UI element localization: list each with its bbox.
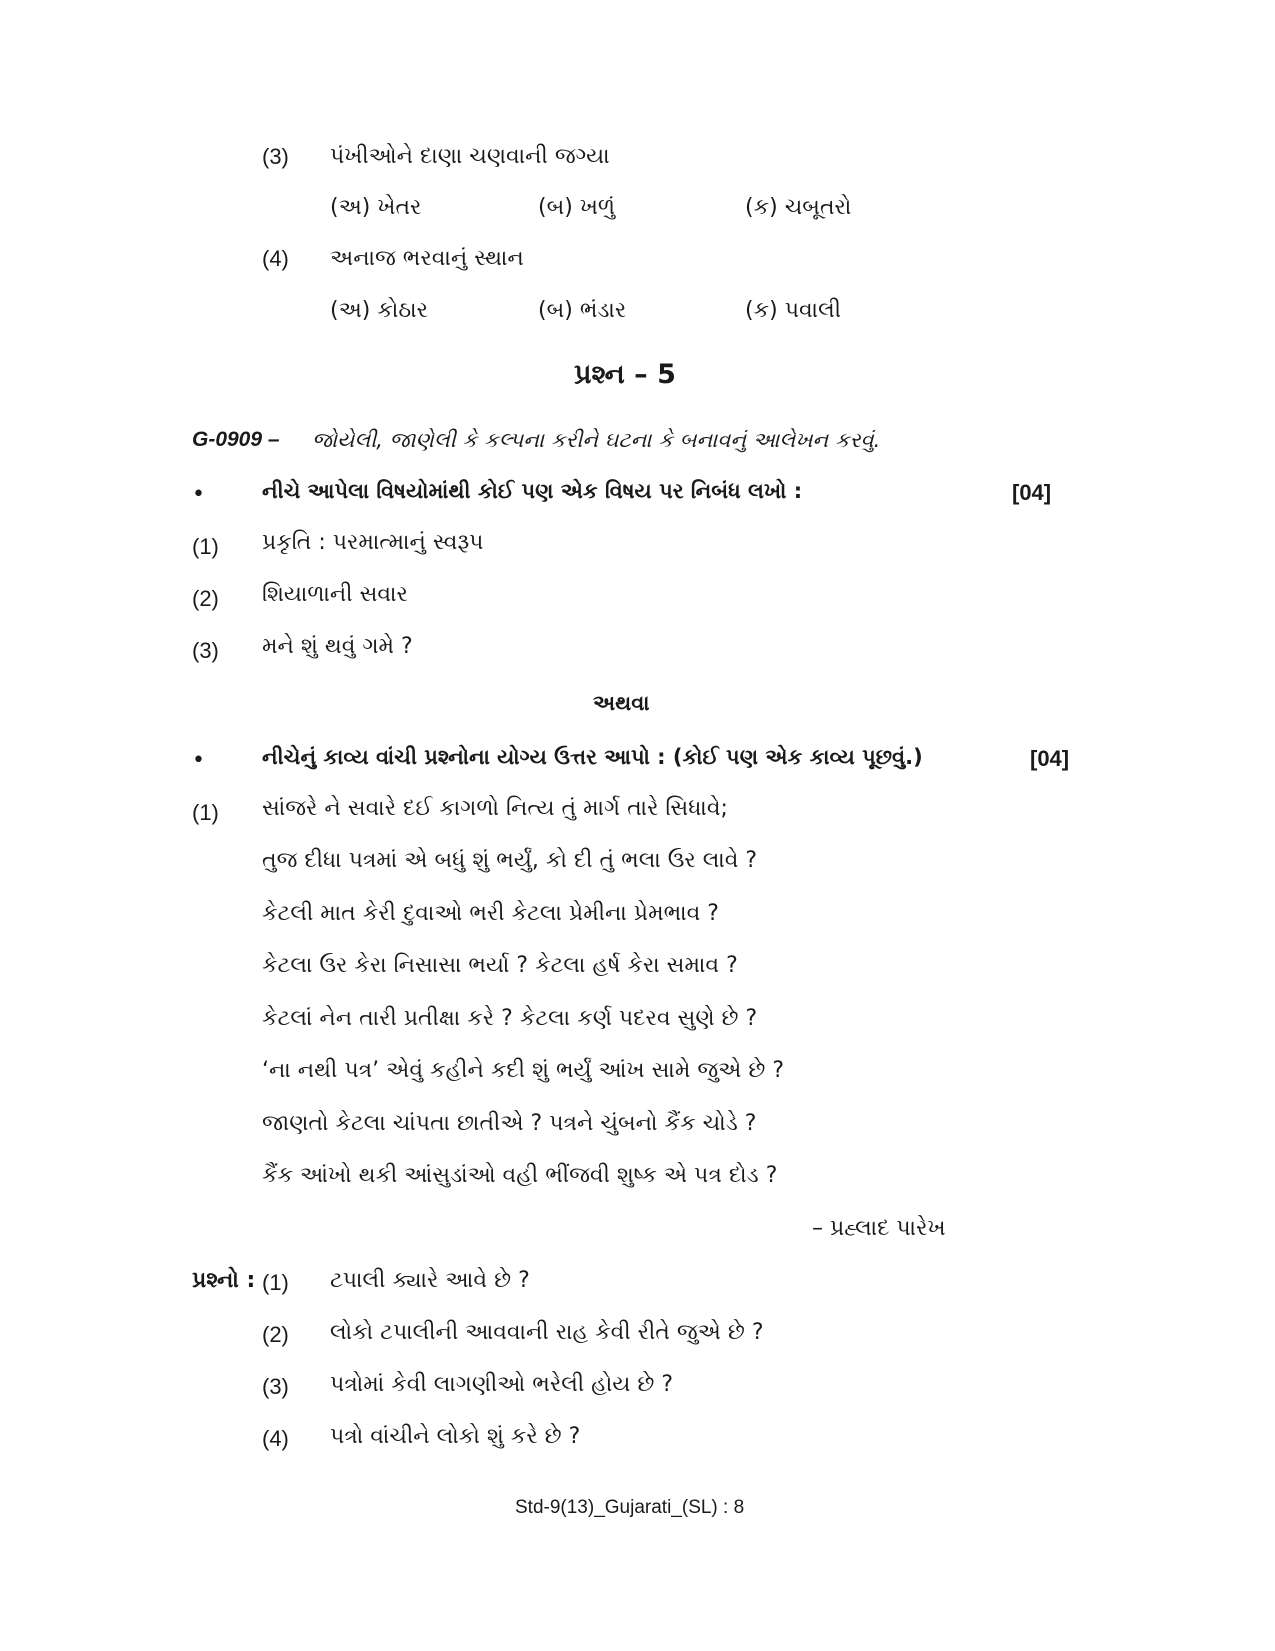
prev-question-4-option-c: (ક) પવાલી bbox=[745, 298, 841, 323]
poem-line: સાંજરે ને સવારે દઈ કાગળો નિત્ય તું માર્ગ તારે સિધાવે; bbox=[262, 796, 728, 821]
essay-instruction: નીચે આપેલા વિષયોમાંથી કોઈ પણ એક વિષય પર નિબંધ લખો : bbox=[262, 479, 803, 503]
essay-topic-1-number: (1) bbox=[192, 534, 219, 559]
prev-question-4-text: અનાજ ભરવાનું સ્થાન bbox=[330, 246, 524, 271]
poem-line: કેટલા ઉર કેરા નિસાસા ભર્યા ? કેટલા હર્ષ કેરા સમાવ ? bbox=[262, 953, 738, 978]
essay-topic-3-text: મને શું થવું ગમે ? bbox=[262, 634, 413, 659]
poem-line: તુજ દીધા પત્રમાં એ બધું શું ભર્યું, કો દી તું ભલા ઉર લાવે ? bbox=[262, 848, 758, 873]
prev-question-4-number: (4) bbox=[262, 246, 289, 271]
prev-question-3-option-c: (ક) ચબૂતરો bbox=[745, 195, 852, 220]
question-2-text: લોકો ટપાલીની આવવાની રાહ કેવી રીતે જુએ છે ? bbox=[330, 1320, 764, 1345]
prev-question-3-text: પંખીઓને દાણા ચણવાની જગ્યા bbox=[330, 144, 610, 169]
questions-label: પ્રશ્નો : bbox=[192, 1268, 256, 1293]
prev-question-3-number: (3) bbox=[262, 144, 289, 169]
poem-instruction: નીચેનું કાવ્ય વાંચી પ્રશ્નોના યોગ્ય ઉત્તર આપો : (કોઈ પણ એક કાવ્ય પૂછવું.) bbox=[262, 745, 923, 769]
prev-question-3-option-b: (બ) ખળું bbox=[538, 195, 616, 220]
poem-number: (1) bbox=[192, 800, 219, 825]
poem-author: – પ્રહ્લાદ પારેખ bbox=[812, 1216, 946, 1241]
prev-question-4-option-b: (બ) ભંડાર bbox=[538, 298, 627, 323]
poem-line: કેટલાં નેન તારી પ્રતીક્ષા કરે ? કેટલા કર્ણ પદરવ સુણે છે ? bbox=[262, 1006, 758, 1031]
prev-question-4-option-a: (અ) કોઠાર bbox=[330, 298, 428, 323]
poem-line: ‘ના નથી પત્ર’ એવું કહીને કદી શું ભર્યું આંખ સામે જુએ છે ? bbox=[262, 1058, 785, 1083]
essay-topic-1-text: પ્રકૃતિ : પરમાત્માનું સ્વરૂપ bbox=[262, 530, 484, 555]
essay-topic-3-number: (3) bbox=[192, 638, 219, 663]
poem-line: જાણતો કેટલા ચાંપતા છાતીએ ? પત્રને ચુંબનો કૈંક ચોડે ? bbox=[262, 1111, 757, 1136]
poem-line: કૈંક આંખો થકી આંસુડાંઓ વહી ભીંજવી શુષ્ક એ પત્ર દોડ ? bbox=[262, 1163, 778, 1188]
question-2-number: (2) bbox=[262, 1322, 289, 1347]
essay-marks: [04] bbox=[1012, 480, 1052, 505]
poem-marks: [04] bbox=[1030, 746, 1070, 771]
objective-code: G-0909 – bbox=[192, 428, 280, 451]
objective-text: જોયેલી, જાણેલી કે કલ્પના કરીને ઘટના કે બનાવનું આલેખન કરવું. bbox=[312, 428, 881, 452]
question-4-text: પત્રો વાંચીને લોકો શું કરે છે ? bbox=[330, 1424, 581, 1449]
page-footer: Std-9(13)_Gujarati_(SL) : 8 bbox=[515, 1497, 745, 1518]
essay-topic-2-number: (2) bbox=[192, 586, 219, 611]
question-3-number: (3) bbox=[262, 1374, 289, 1399]
poem-line: કેટલી માત કેરી દુવાઓ ભરી કેટલા પ્રેમીના પ્રેમભાવ ? bbox=[262, 901, 719, 926]
question-3-text: પત્રોમાં કેવી લાગણીઓ ભરેલી હોય છે ? bbox=[330, 1372, 674, 1397]
question-1-number: (1) bbox=[262, 1270, 289, 1295]
question-1-text: ટપાલી ક્યારે આવે છે ? bbox=[330, 1268, 530, 1293]
essay-bullet: • bbox=[192, 482, 205, 507]
or-separator: અથવા bbox=[593, 691, 650, 715]
essay-topic-2-text: શિયાળાની સવાર bbox=[262, 582, 408, 607]
section-title: પ્રશ્ન – 5 bbox=[574, 359, 676, 390]
prev-question-3-option-a: (અ) ખેતર bbox=[330, 195, 422, 220]
question-4-number: (4) bbox=[262, 1426, 289, 1451]
poem-bullet: • bbox=[192, 748, 205, 773]
